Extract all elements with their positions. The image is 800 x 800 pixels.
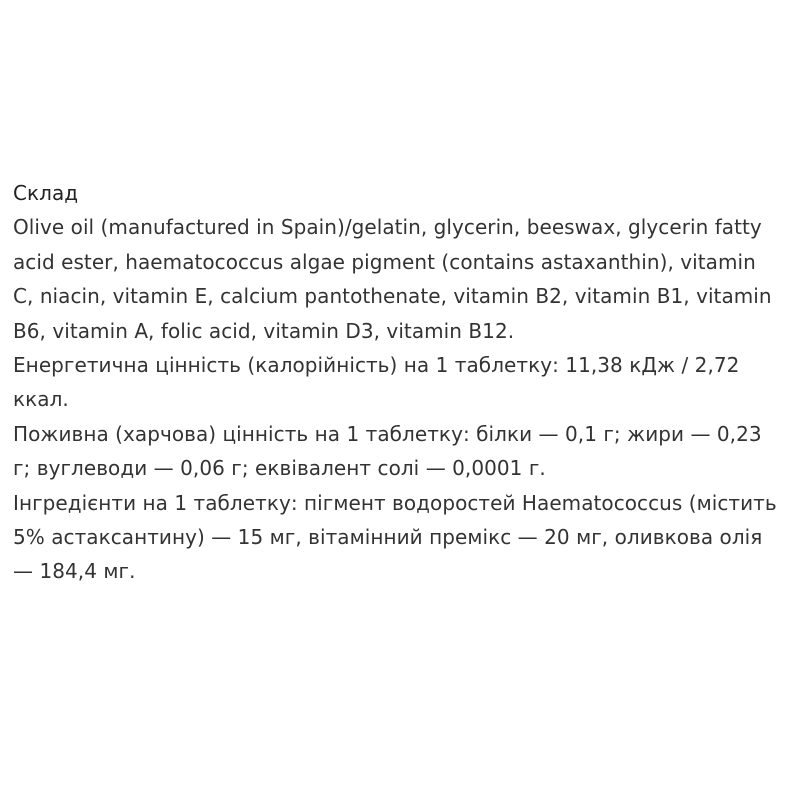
ingredients-per-tablet-paragraph: Інгредієнти на 1 таблетку: пігмент водоростей Haematococcus (містить 5% астаксантину) — 15 мг, вітамінний премікс — 20 мг, оливкова олія — 184,4 мг. xyxy=(13,490,777,584)
energy-value-paragraph: Енергетична цінність (калорійність) на 1 таблетку: 11,38 кДж / 2,72 ккал. xyxy=(13,353,740,412)
ingredients-english-paragraph: Olive oil (manufactured in Spain)/gelatin, glycerin, beeswax, glycerin fatty acid ester, haematococcus algae pigment (contains astaxanthin), vitamin C, niacin, vitamin E, calcium pantothenate, vitamin B2, vitamin B1, vitamin B6, vitamin A, folic acid, vitamin D3, vitamin B12. xyxy=(13,215,772,343)
nutritional-value-paragraph: Поживна (харчова) цінність на 1 таблетку: білки — 0,1 г; жири — 0,23 г; вуглеводи — 0,06 г; еквівалент солі — 0,0001 г. xyxy=(13,421,762,481)
composition-section xyxy=(13,176,781,589)
composition-heading: Склад xyxy=(13,181,79,205)
